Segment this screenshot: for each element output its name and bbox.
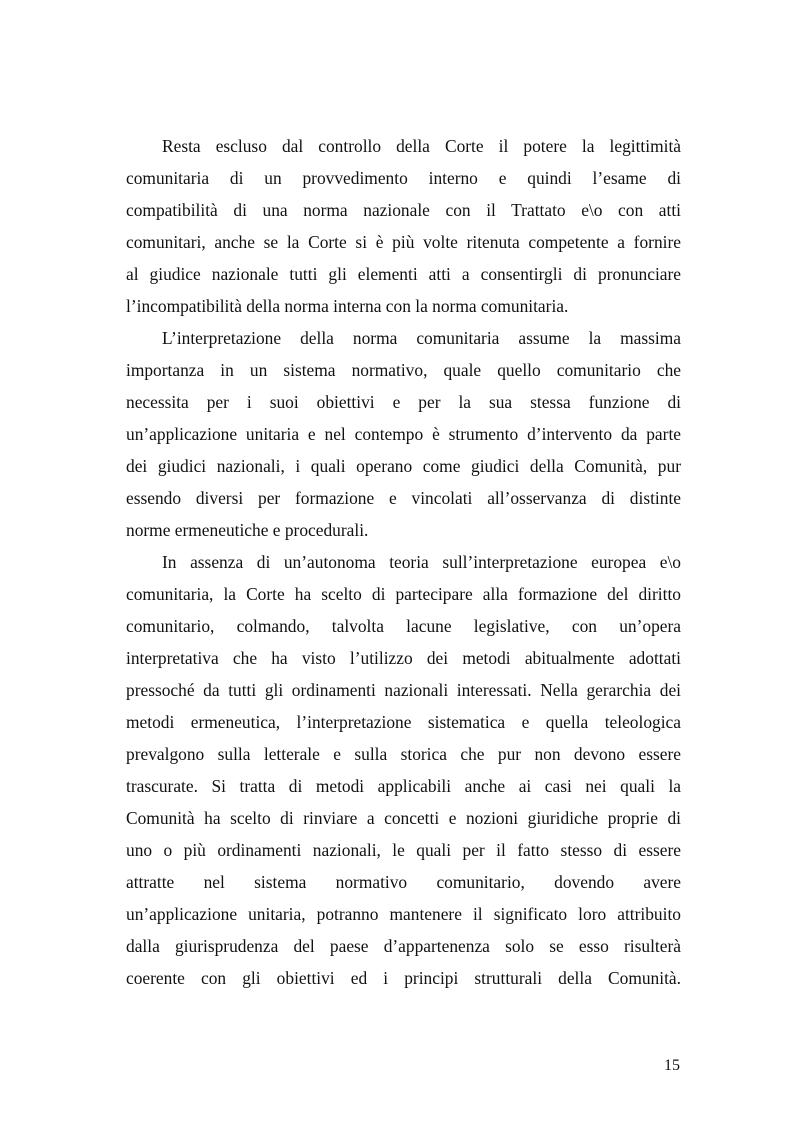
text-line: comunitaria di un provvedimento interno e quindi l’esame di — [126, 168, 681, 188]
text-line: comunitari, anche se la Corte si è più volte ritenuta competente a fornire — [126, 232, 681, 252]
text-line: attratte nel sistema normativo comunitario, dovendo avere — [126, 872, 681, 892]
text-line: trascurate. Si tratta di metodi applicabili anche ai casi nei quali la — [126, 776, 681, 796]
text-line: metodi ermeneutica, l’interpretazione sistematica e quella teleologica — [126, 712, 681, 732]
text-line: norme ermeneutiche e procedurali. — [126, 520, 369, 540]
text-line: necessita per i suoi obiettivi e per la sua stessa funzione di — [126, 392, 681, 412]
text-line: dei giudici nazionali, i quali operano come giudici della Comunità, pur — [126, 456, 681, 476]
text-line: dalla giurisprudenza del paese d’appartenenza solo se esso risulterà — [126, 936, 681, 956]
page-number: 15 — [664, 1057, 680, 1074]
text-line: prevalgono sulla letterale e sulla storica che pur non devono essere — [126, 744, 681, 764]
text-line: importanza in un sistema normativo, quale quello comunitario che — [126, 360, 681, 380]
text-line: l’incompatibilità della norma interna con la norma comunitaria. — [126, 296, 569, 316]
text-line: coerente con gli obiettivi ed i principi strutturali della Comunità. — [126, 968, 681, 988]
paragraph-1 — [126, 130, 681, 322]
text-line: interpretativa che ha visto l’utilizzo dei metodi abitualmente adottati — [126, 648, 681, 668]
text-line: al giudice nazionale tutti gli elementi atti a consentirgli di pronunciare — [126, 264, 681, 284]
paragraph-2 — [126, 322, 681, 546]
text-line: In assenza di un’autonoma teoria sull’interpretazione europea e\o — [162, 552, 681, 572]
text-line: un’applicazione unitaria, potranno mantenere il significato loro attribuito — [126, 904, 681, 924]
text-line: comunitario, colmando, talvolta lacune legislative, con un’opera — [126, 616, 681, 636]
text-line: comunitaria, la Corte ha scelto di partecipare alla formazione del diritto — [126, 584, 681, 604]
text-line: L’interpretazione della norma comunitaria assume la massima — [162, 328, 681, 348]
text-line: Comunità ha scelto di rinviare a concetti e nozioni giuridiche proprie di — [126, 808, 681, 828]
paragraph-3 — [126, 546, 681, 994]
text-line: uno o più ordinamenti nazionali, le quali per il fatto stesso di essere — [126, 840, 681, 860]
text-line: essendo diversi per formazione e vincolati all’osservanza di distinte — [126, 488, 681, 508]
text-line: Resta escluso dal controllo della Corte il potere la legittimità — [162, 136, 681, 156]
text-line: un’applicazione unitaria e nel contempo è strumento d’intervento da parte — [126, 424, 681, 444]
text-line: pressoché da tutti gli ordinamenti nazionali interessati. Nella gerarchia dei — [126, 680, 681, 700]
document-body — [126, 130, 681, 994]
text-line: compatibilità di una norma nazionale con il Trattato e\o con atti — [126, 200, 681, 220]
